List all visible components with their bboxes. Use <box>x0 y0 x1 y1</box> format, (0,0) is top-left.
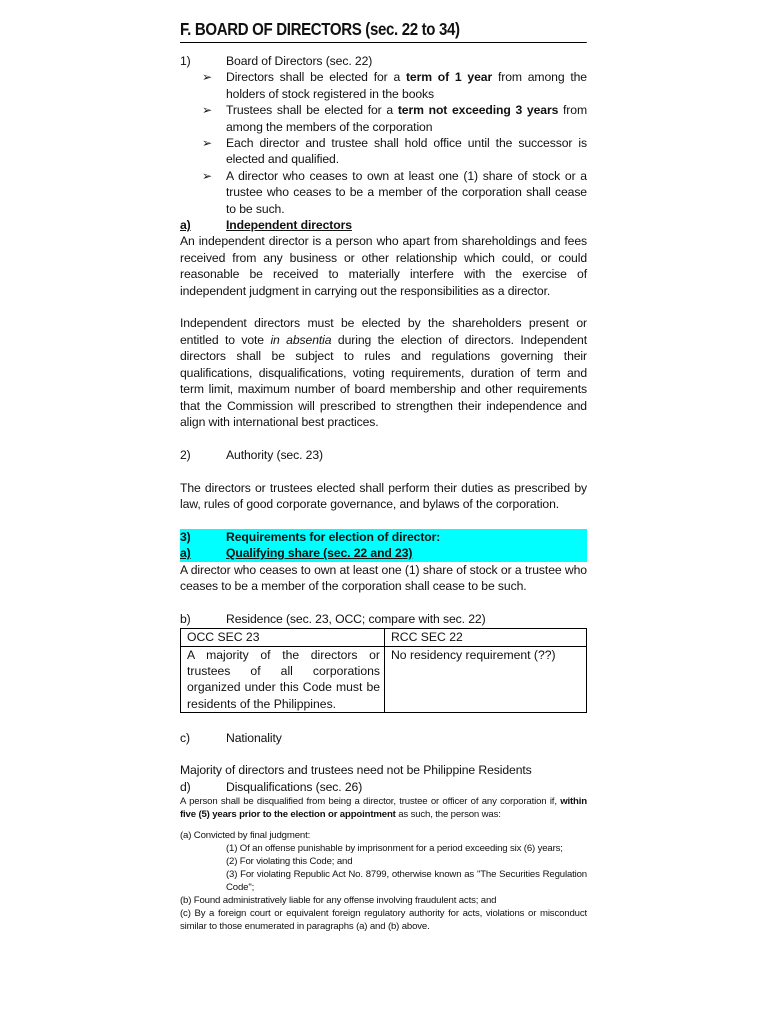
paragraph: Majority of directors and trustees need not be Philippine Residents <box>180 763 532 778</box>
list-item: (1) Of an offense punishable by imprisonment for a period exceeding six (6) years; <box>226 843 563 855</box>
section-2-heading: 2) Authority (sec. 23) <box>180 447 323 462</box>
list-item: (c) By a foreign court or equivalent foreign regulatory authority for acts, violations or misconduct similar to those enumerated in paragraphs (a) and (b) above. <box>180 908 587 933</box>
table-row <box>181 646 587 713</box>
subsection-heading: a) Qualifying share (sec. 22 and 23) <box>180 545 587 561</box>
page-title: F. BOARD OF DIRECTORS (sec. 22 to 34) <box>180 18 587 43</box>
arrow-bullet-icon: ➢ <box>202 70 212 85</box>
list-item: (3) For violating Republic Act No. 8799, otherwise known as "The Securities Regulation Code"; <box>226 869 587 894</box>
paragraph: A person shall be disqualified from being a director, trustee or officer of any corporation if, within five (5) years prior to the election or appointment as such, the person was: <box>180 796 587 821</box>
bullet-item: ➢ Trustees shall be elected for a term not exceeding 3 years from among the members of the corporation <box>202 103 587 134</box>
subsection-heading: d) Disqualifications (sec. 26) <box>180 779 363 794</box>
bullet-item: ➢ A director who ceases to own at least one (1) share of stock or a trustee who ceases to be a member of the corporation shall cease to be such. <box>202 168 587 216</box>
paragraph: A director who ceases to own at least one (1) share of stock or a trustee who ceases to be a member of the corporation shall cease to be such. <box>180 562 587 593</box>
table-row <box>181 629 587 646</box>
document-page <box>180 18 587 933</box>
bullet-item: ➢ Directors shall be elected for a term of 1 year from among the holders of stock registered in the books <box>202 70 587 101</box>
paragraph: An independent director is a person who apart from shareholdings and fees received from any business or other relationship which could, or could reasonable be received to materially interfere with the exercise of independent judgment in carrying out the responsibilities as a director. <box>180 234 587 298</box>
residence-table <box>180 628 587 713</box>
list-item: (2) For violating this Code; and <box>226 856 353 868</box>
arrow-bullet-icon: ➢ <box>202 136 212 151</box>
arrow-bullet-icon: ➢ <box>202 103 212 118</box>
section-3-heading: 3) Requirements for election of director: <box>180 529 587 545</box>
table-header-cell: OCC SEC 23 <box>181 629 385 646</box>
list-item: (b) Found administratively liable for any offense involving fraudulent acts; and <box>180 895 497 907</box>
subsection-heading: c) Nationality <box>180 730 282 745</box>
bullet-item: ➢ Each director and trustee shall hold office until the successor is elected and qualified. <box>202 136 587 167</box>
list-item: (a) Convicted by final judgment: <box>180 830 311 842</box>
arrow-bullet-icon: ➢ <box>202 168 212 183</box>
table-cell: A majority of the directors or trustees of all corporations organized under this Code must be residents of the Philippines. <box>181 646 385 713</box>
table-header-cell: RCC SEC 22 <box>385 629 587 646</box>
paragraph: The directors or trustees elected shall perform their duties as prescribed by law, rules of good corporate governance, and bylaws of the corporation. <box>180 480 587 511</box>
paragraph: Independent directors must be elected by the shareholders present or entitled to vote in absentia during the election of directors. Independent directors shall be subject to rules and regulations governing their qualifications, disqualifications, voting requirements, duration of term and term limit, maximum number of board membership and other requirements that the Commission will prescribed to strengthen their independence and align with international best practices. <box>180 316 587 429</box>
section-1-heading <box>180 53 587 69</box>
subsection-heading: a) Independent directors <box>180 218 352 233</box>
subsection-heading: b) Residence (sec. 23, OCC; compare with sec. 22) <box>180 611 486 626</box>
table-cell: No residency requirement (??) <box>385 646 587 713</box>
section-title: Board of Directors (sec. 22) <box>226 54 373 68</box>
section-number: 1) <box>180 54 191 68</box>
